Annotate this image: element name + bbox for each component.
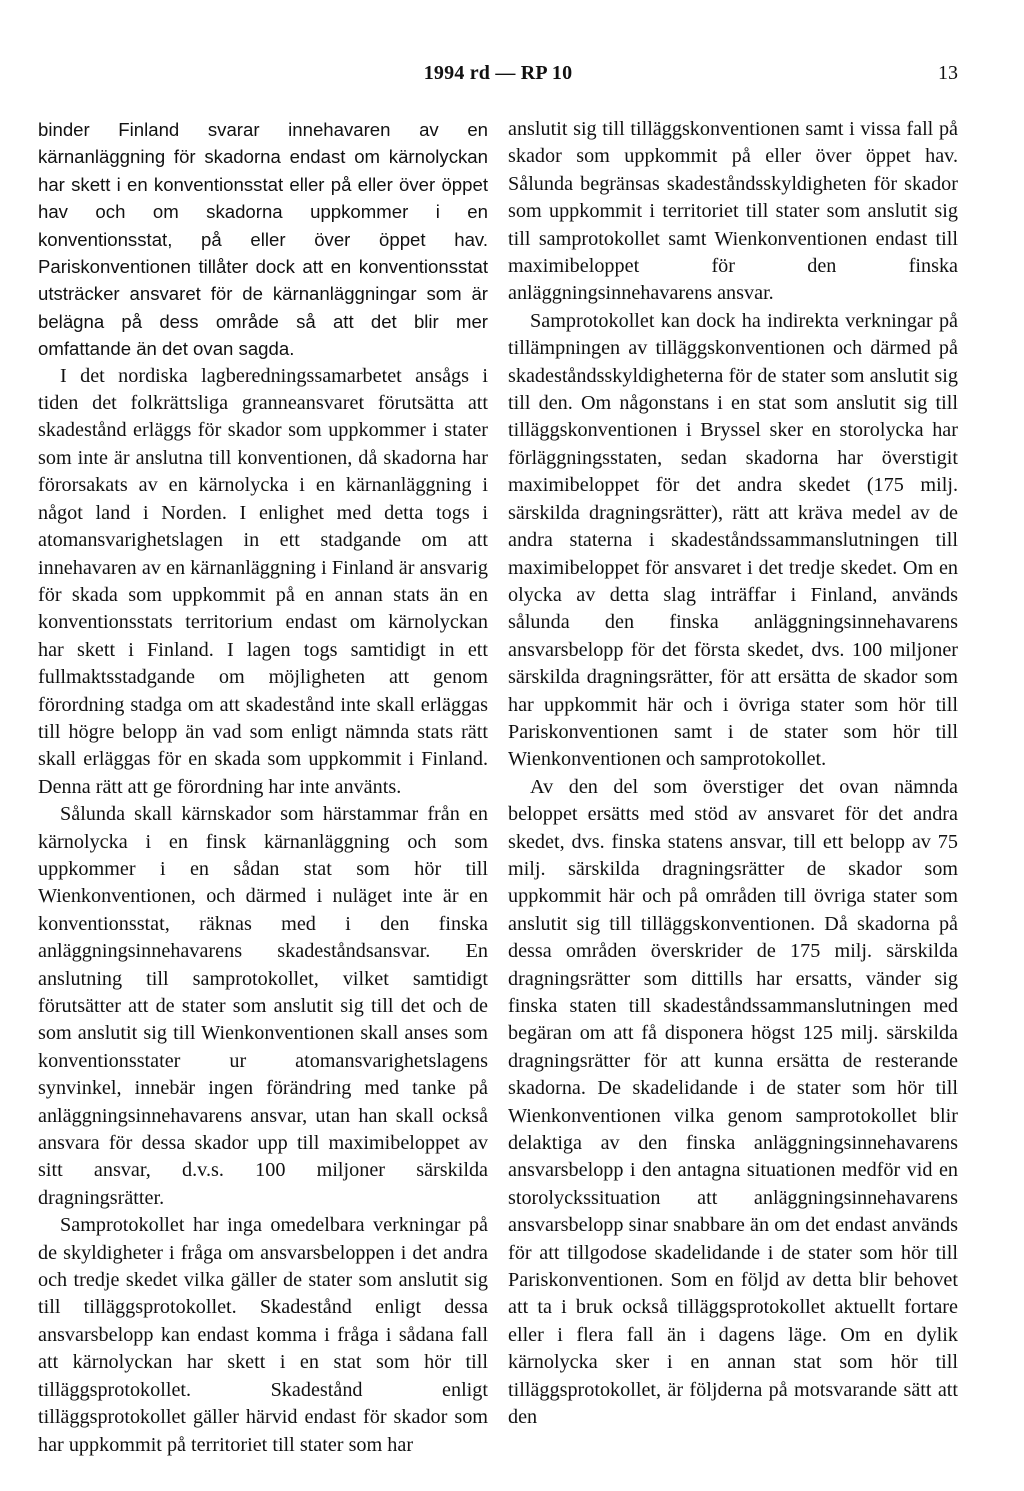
paragraph: I det nordiska lagberedningssamarbetet ansågs i tiden det folkrättsliga granneansvaret förutsätta att skadestånd erläggs för skador som uppkommer i stater som inte är anslutna till konventionen, då skadorna har förorsakats av en kärnolycka i en kärnanläggning i något land i Norden. I enlighet med detta togs i atomansvarighetslagen in ett stadgande om att innehavaren av en kärnanläggning i Finland är ansvarig för skada som uppkommit på en annan stats än en konventionsstats territorium endast om kärnolyckan har skett i Finland. I lagen togs samtidigt in ett fullmaktsstadgande om möjligheten att genom förordning stadga om att skadestånd inte skall erläggas till högre belopp än vad som enligt nämnda stats rätt skall erläggas för en skada som uppkommit i Finland. Denna rätt att ge förordning har inte använts. (38, 364, 488, 798)
paragraph: Samprotokollet har inga omedelbara verkningar på de skyldigheter i fråga om ansvarsbeloppen i det andra och tredje skedet vilka gäller de stater som anslutit sig till tilläggsprotokollet. Skadestånd enligt dessa ansvarsbelopp kan endast komma i fråga i sådana fall att kärnolyckan har skett i en stat som hör till tilläggsprotokollet. Skadestånd enligt tilläggsprotokollet gäller härvid endast för skador som har uppkommit på territoriet till stater som har (38, 1214, 488, 1456)
paragraph: anslutit sig till tilläggskonventionen samt i vissa fall på skador som uppkommit på eller över öppet hav. Sålunda begränsas skadeståndsskyldigheten för skador som uppkommit i territoriet till stater som anslutit sig till samprotokollet samt Wienkonventionen endast till maximibeloppet för den finska anläggningsinnehavarens ansvar. (508, 118, 958, 305)
right-column (508, 116, 958, 1432)
page-number: 13 (938, 62, 958, 84)
left-column (38, 116, 488, 1459)
paragraph: Av den del som överstiger det ovan nämnda beloppet ersätts med stöd av ansvaret för det andra skedet, dvs. finska statens ansvar, till ett belopp av 75 milj. särskilda dragningsrätter de skador som uppkommit här och på områden till övriga stater som anslutit sig till tilläggskonventionen. Då skadorna på dessa områden överskrider de 175 milj. särskilda dragningsrätter som dittills har ersatts, vänder sig finska staten till skadeståndssammanslutningen med begäran om att få disponera högst 125 milj. särskilda dragningsrätter för att kunna ersätta de resterande skadorna. De skadelidande i de stater som hör till Wienkonventionen vilka genom samprotokollet blir delaktiga av den finska anläggningsinnehavarens ansvarsbelopp i den antagna situationen medför vid en storolyckssituation att anläggningsinnehavarens ansvarsbelopp sinar snabbare än om det endast används för att tillgodose skadelidande i de stater som hör till Pariskonventionen. Som en följd av detta blir behovet att ta i bruk också tilläggsprotokollet aktuellt fortare eller i flera fall än i dagens läge. Om en dylik kärnolycka sker i en annan stat som hör till tilläggsprotokollet, är följderna på motsvarande sätt att den (508, 775, 958, 1429)
paragraph: Samprotokollet kan dock ha indirekta verkningar på tillämpningen av tilläggskonventionen och därmed på skadeståndsskyldigheterna för de stater som anslutit sig till den. Om någonstans i en stat som anslutit sig till tilläggskonventionen i Bryssel sker en storolycka har förläggningsstaten, sedan skadorna har överstigit maximibeloppet för det andra skedet (175 milj. särskilda dragningsrätter), rätt att kräva medel av de andra staterna i skadeståndssammanslutningen till maximibeloppet för ansvaret i det tredje skedet. Om en olycka av detta slag inträffar i Finland, används sålunda den finska anläggningsinnehavarens ansvarsbelopp för det första skedet, dvs. 100 miljoner särskilda dragningsrätter, för att ersätta de skador som har uppkommit här och i övriga stater som hör till Pariskonventionen samt i de stater som hör till Wienkonventionen och samprotokollet. (508, 309, 958, 771)
paragraph: Sålunda skall kärnskador som härstammar från en kärnolycka i en finsk kärnanläggning och som uppkommer i en sådan stat som hör till Wienkonventionen, och därmed i nuläget inte är en konventionsstat, räknas med i den finska anläggningsinnehavarens skadeståndsansvar. En anslutning till samprotokollet, vilket samtidigt förutsätter att de stater som anslutit sig till det och de som anslutit sig till Wienkonventionen skall anses som konventionsstater ur atomansvarighetslagens synvinkel, innebär ingen förändring med tanke på anläggningsinnehavarens ansvar, utan han skall också ansvara för dessa skador upp till maximibeloppet av sitt ansvar, d.v.s. 100 miljoner särskilda dragningsrätter. (38, 803, 488, 1209)
paragraph: binder Finland svarar innehavaren av en kärnanläggning för skadorna endast om kärnolyckan har skett i en konventionsstat eller på eller över öppet hav och om skadorna uppkommer i en konventionsstat, på eller över öppet hav. Pariskonventionen tillåter dock att en konventionsstat utsträcker ansvaret för de kärnanläggningar som är belägna på dess område så att det blir mer omfattande än det ovan sagda. (38, 119, 488, 360)
running-title: 1994 rd — RP 10 (423, 62, 573, 84)
page-header (38, 62, 958, 88)
